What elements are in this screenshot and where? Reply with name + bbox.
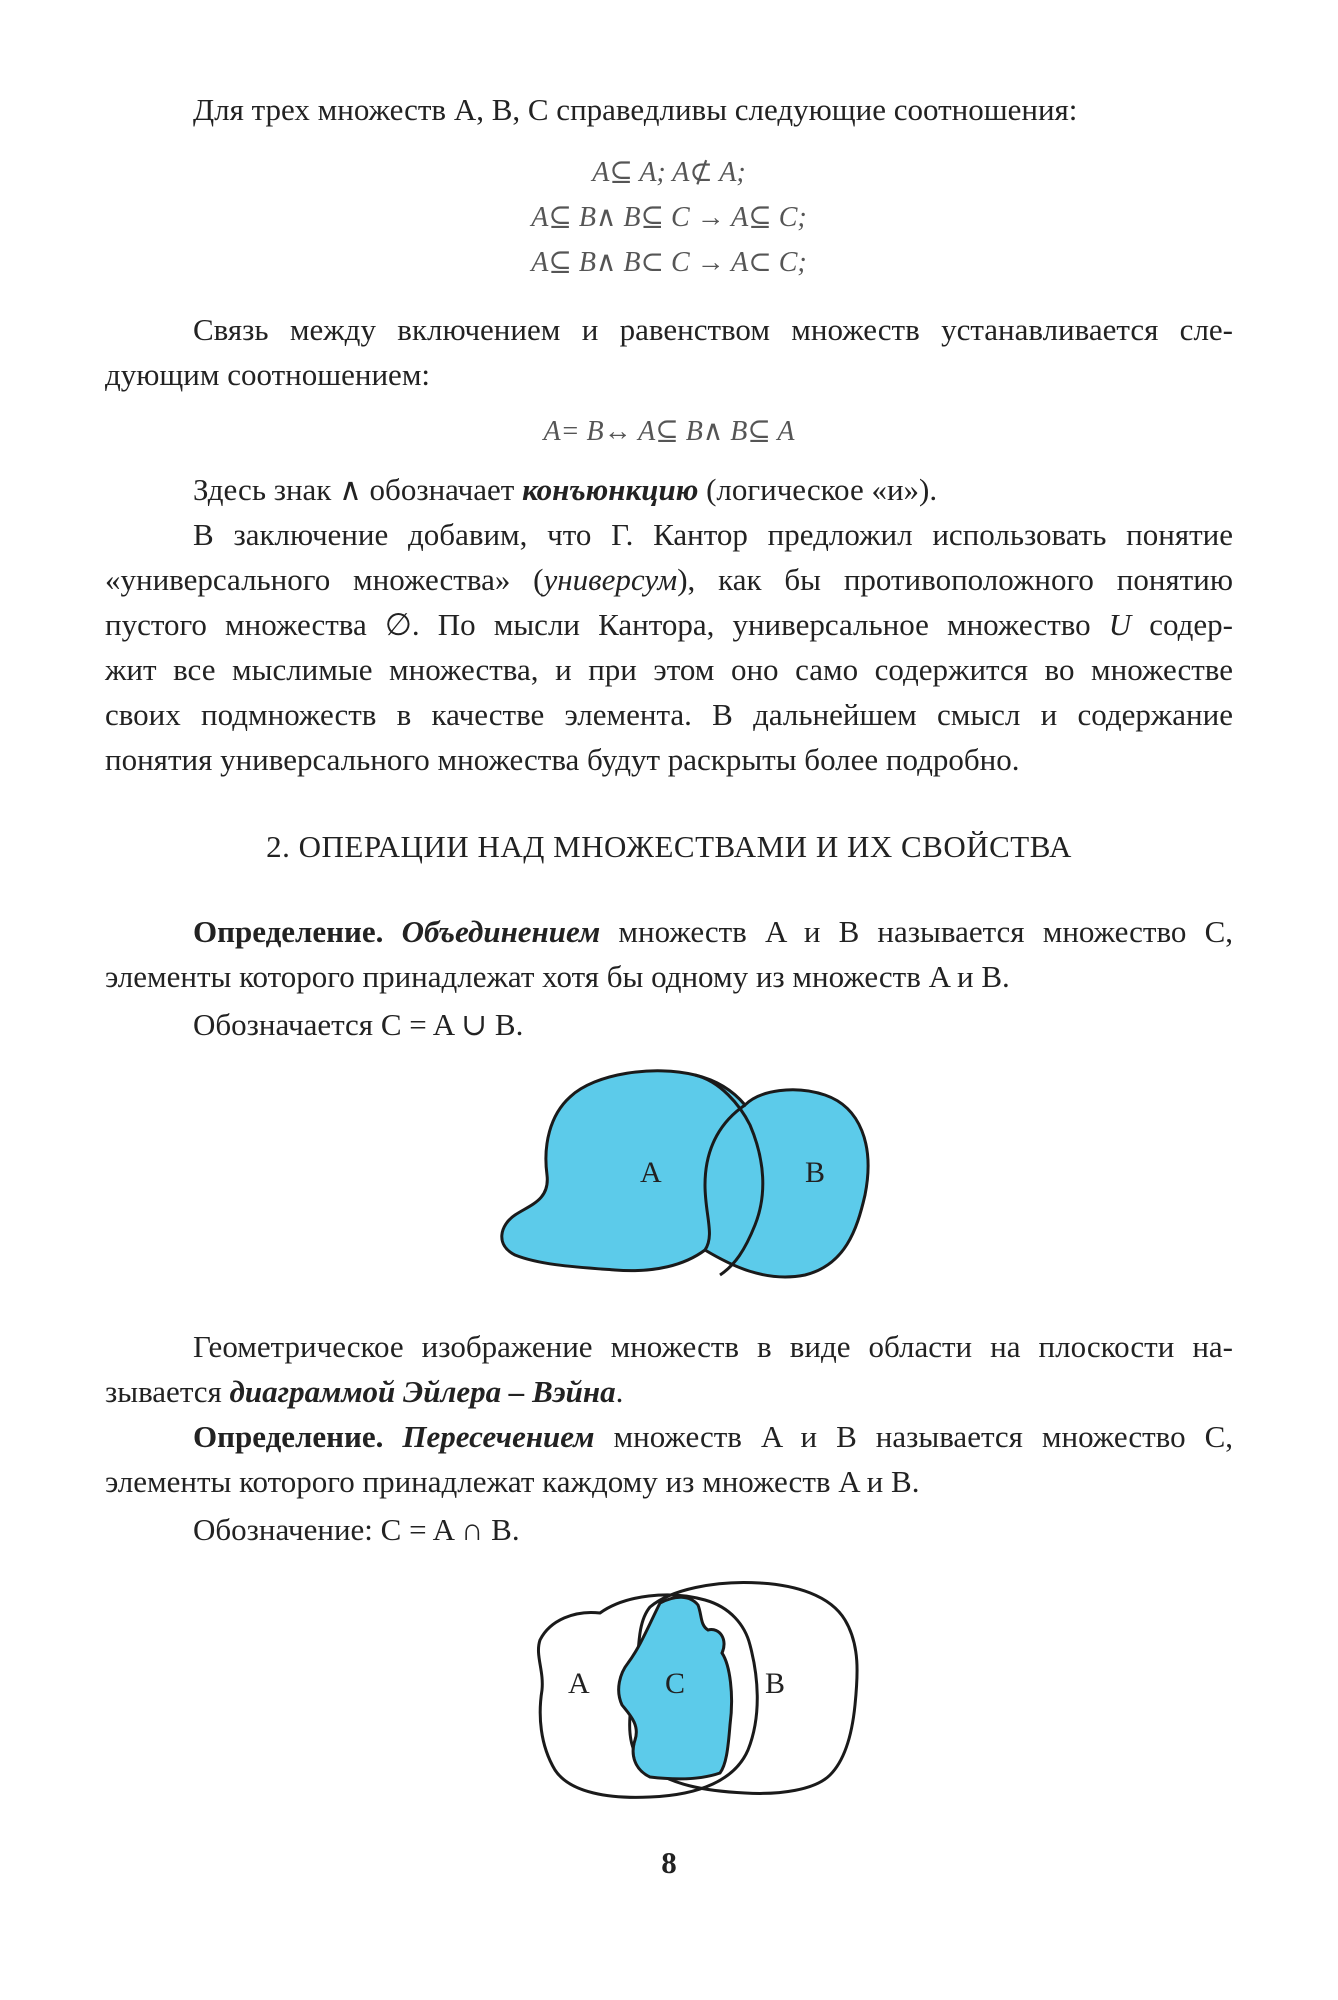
union-label-a: A bbox=[640, 1156, 662, 1189]
term-intersection: Пересечением bbox=[402, 1419, 595, 1454]
formula-reflexive: A⊆ A; A⊄ A; bbox=[592, 157, 746, 188]
intro-sentence: Для трех множеств A, B, C справедливы следующие соотношения: bbox=[193, 92, 1078, 127]
para3-line2 bbox=[105, 558, 1233, 602]
para3-l2-pre: «универсального множества» ( bbox=[105, 562, 544, 597]
para2-pre: Здесь знак ∧ обозначает bbox=[193, 472, 523, 507]
intersection-label-c: C bbox=[665, 1667, 686, 1700]
def2-l1-post: множеств A и B называется множество C, bbox=[594, 1419, 1233, 1454]
def1-l1-post: множеств A и B называется множество C, bbox=[600, 914, 1233, 949]
intersection-venn-diagram bbox=[530, 1565, 870, 1810]
def1-label: Определение. bbox=[193, 914, 384, 949]
para4-line2 bbox=[105, 1370, 1233, 1414]
union-venn-diagram bbox=[495, 1065, 890, 1290]
para3-l3-post: содер- bbox=[1131, 607, 1233, 642]
term-union: Объединением bbox=[401, 914, 601, 949]
para3-line3 bbox=[105, 603, 1233, 647]
intersection-label-a: A bbox=[568, 1667, 590, 1700]
para3-line5: своих подмножеств в качестве элемента. В дальнейшем смысл и содержание bbox=[105, 697, 1233, 732]
def2-label: Определение. bbox=[193, 1419, 384, 1454]
para2-line bbox=[193, 468, 1233, 512]
def2-line2: элементы которого принадлежат каждому из множеств A и B. bbox=[105, 1464, 920, 1499]
para3-l3-pre: пустого множества ∅. По мысли Кантора, универсальное множество bbox=[105, 607, 1109, 642]
def1-line2: элементы которого принадлежат хотя бы одному из множеств A и B. bbox=[105, 959, 1010, 994]
intersection-label-b: B bbox=[765, 1667, 786, 1700]
union-label-b: B bbox=[805, 1156, 826, 1189]
para4-l2-pre: зывается bbox=[105, 1374, 230, 1409]
para3-line1: В заключение добавим, что Г. Кантор предложил использовать понятие bbox=[193, 517, 1233, 552]
def1-notation: Обозначается C = A ∪ B. bbox=[193, 1007, 524, 1042]
para3-line4: жит все мыслимые множества, и при этом оно само содержится во множестве bbox=[105, 652, 1233, 687]
term-euler-venn: диаграммой Эйлера – Вэйна bbox=[229, 1374, 616, 1409]
term-universe: универсум bbox=[543, 562, 678, 597]
formula-transitive-proper: A⊆ B∧ B⊂ C → A⊂ C; bbox=[531, 247, 807, 278]
para1-line2: дующим соотношением: bbox=[105, 357, 431, 392]
symbol-universal-set: U bbox=[1108, 607, 1132, 642]
para3-l2-post: ), как бы противоположного понятию bbox=[677, 562, 1233, 597]
formula-transitive-subset: A⊆ B∧ B⊆ C → A⊆ C; bbox=[531, 202, 807, 233]
para4-line1: Геометрическое изображение множеств в виде области на плоскости на- bbox=[193, 1329, 1233, 1364]
term-conjunction: конъюнкцию bbox=[522, 472, 699, 507]
formula-equality: A= B↔ A⊆ B∧ B⊆ A bbox=[543, 416, 795, 447]
def2-notation: Обозначение: C = A ∩ B. bbox=[193, 1512, 520, 1547]
def2-line1 bbox=[193, 1415, 1233, 1459]
para3-line6: понятия универсального множества будут раскрыты более подробно. bbox=[105, 742, 1020, 777]
section-heading: 2. ОПЕРАЦИИ НАД МНОЖЕСТВАМИ И ИХ СВОЙСТВА bbox=[266, 829, 1072, 864]
def1-line1 bbox=[193, 910, 1233, 954]
para4-l2-post: . bbox=[615, 1374, 624, 1409]
para2-post: (логическое «и»). bbox=[698, 472, 938, 507]
para1-line1: Связь между включением и равенством множеств устанавливается сле- bbox=[193, 312, 1233, 347]
page-number: 8 bbox=[661, 1845, 677, 1880]
